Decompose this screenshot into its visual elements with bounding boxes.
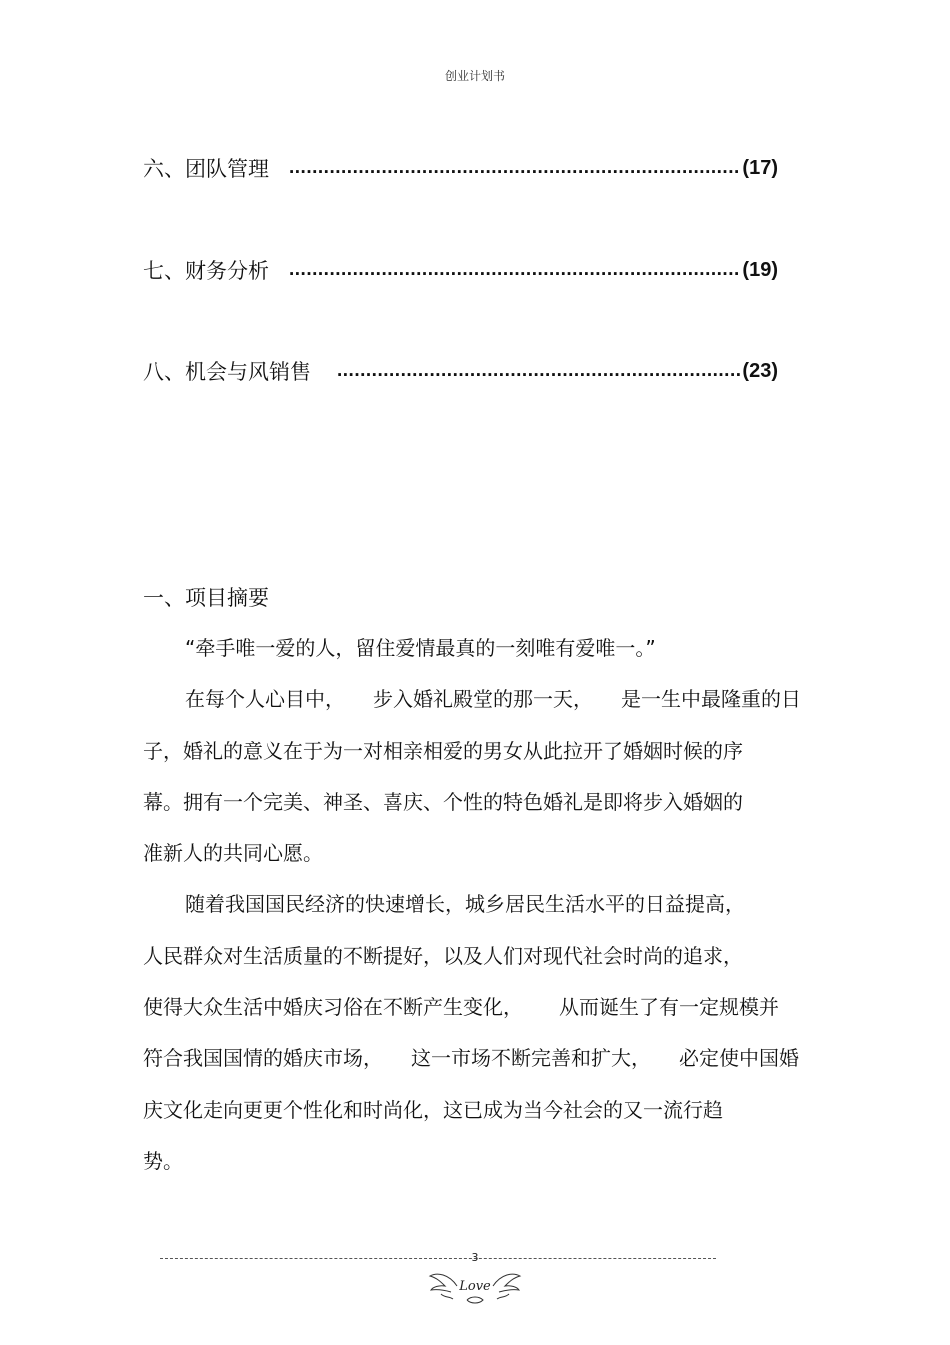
body-line: 幕。拥有一个完美、神圣、喜庆、个性的特色婚礼是即将步入婚姻的 [143,789,743,814]
toc-entry-title: 八、机会与风销售 [143,360,311,384]
body-line [143,1033,803,1084]
body-line-segment: 步入婚礼殿堂的那一天， [373,687,593,712]
body-line-segment: 是一生中最隆重的日 [621,687,801,712]
body-line: 随着我国国民经济的快速增长，城乡居民生活水平的日益提高， [185,892,745,917]
toc-leader-dots [289,259,740,281]
love-wings-logo [427,1266,523,1310]
toc-entry-financial-analysis[interactable] [143,254,778,286]
body-line-segment: 从而诞生了有一定规模并 [559,995,779,1020]
toc-entry-opportunity-risk[interactable] [143,355,778,387]
body-line: 势。 [143,1148,183,1173]
logo-text: Love [459,1279,491,1294]
body-line-segment: 这一市场不断完善和扩大， [411,1046,651,1071]
body-line-segment: 在每个人心目中， [185,687,345,712]
body-line-segment: 使得大众生活中婚庆习俗在不断产生变化， [143,995,523,1020]
page-header: 创业计划书 [444,69,505,83]
body-line [143,674,803,725]
footer-divider [160,1258,716,1259]
toc-entry-page: (19) [742,258,778,281]
toc-leader-dots [337,360,740,382]
toc-entry-team-management[interactable] [143,152,778,184]
section-heading: 一、项目摘要 [143,586,269,610]
body-line: “牵手唯一爱的人，留住爱情最真的一刻唯有爱唯一。” [185,636,656,660]
page-number: 3 [471,1251,479,1264]
body-line-segment: 符合我国国情的婚庆市场， [143,1046,383,1071]
body-line-segment: 必定使中国婚 [679,1046,799,1071]
body-line: 庆文化走向更更个性化和时尚化，这已成为当今社会的又一流行趋 [143,1097,723,1122]
toc-entry-page: (23) [742,359,778,382]
toc-entry-page: (17) [742,156,778,179]
section-body [143,623,803,1187]
body-line: 人民群众对生活质量的不断提好，以及人们对现代社会时尚的追求， [143,943,743,968]
toc-entry-title: 七、财务分析 [143,259,269,283]
body-line [143,982,803,1033]
toc-entry-title: 六、团队管理 [143,157,269,181]
body-line: 子，婚礼的意义在于为一对相亲相爱的男女从此拉开了婚姻时候的序 [143,738,743,763]
body-line: 准新人的共同心愿。 [143,841,323,866]
toc-leader-dots [289,157,740,179]
